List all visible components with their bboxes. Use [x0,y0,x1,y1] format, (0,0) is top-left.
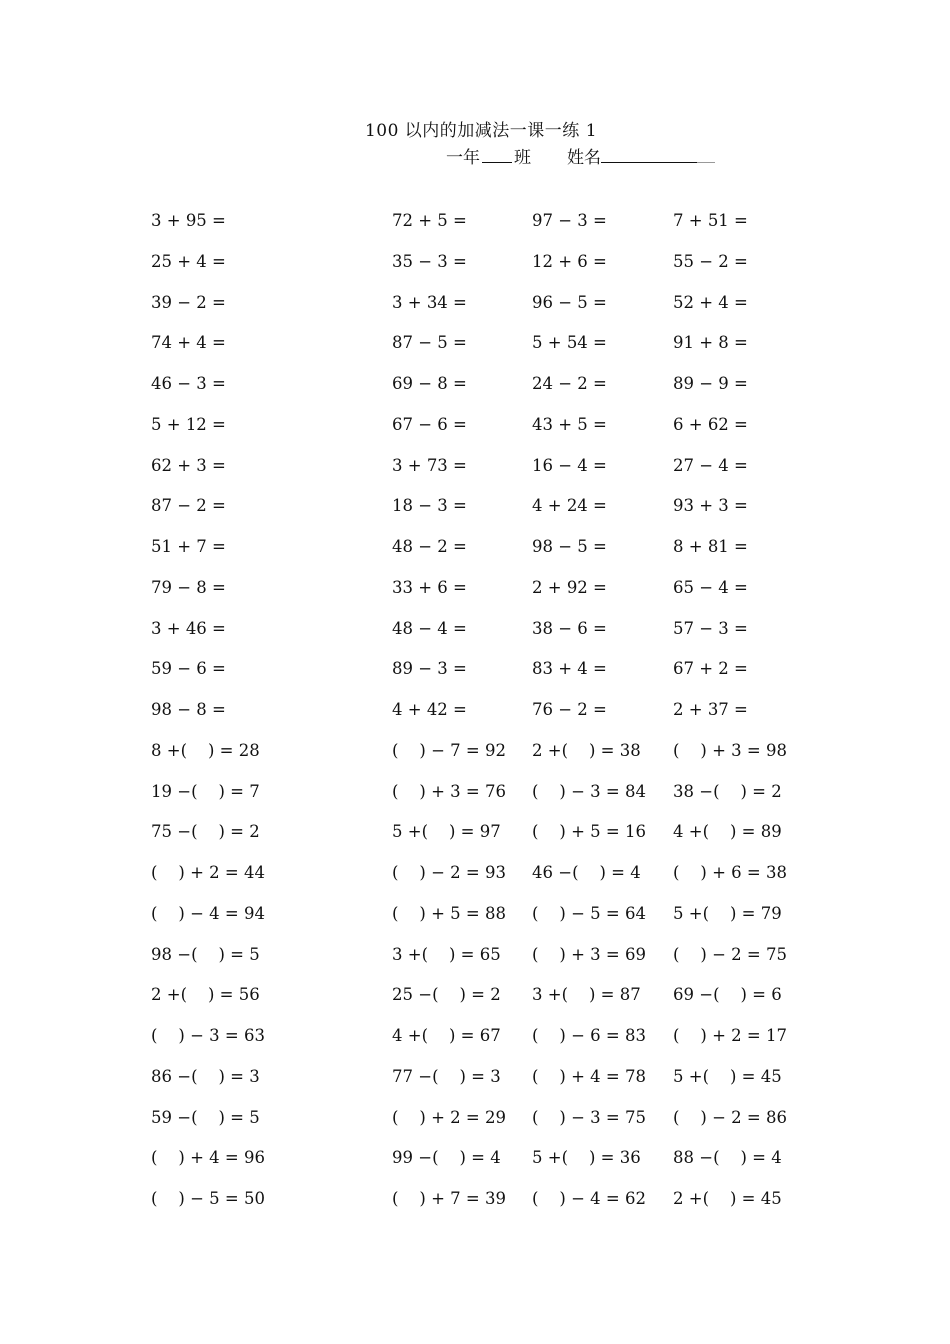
student-info-line [446,144,715,171]
problem-row [0,696,950,737]
problem-row [0,411,950,452]
math-problem: 77 −( ) = 3 [392,1066,501,1086]
math-problem: 51 + 7 = [151,537,226,556]
problem-row [0,941,950,982]
math-problem: 57 − 3 = [673,618,748,638]
math-problem: 12 + 6 = [532,251,607,271]
problem-row [0,452,950,493]
math-problem: 25 + 4 = [151,251,226,271]
math-problem: ( ) − 2 = 75 [673,944,787,964]
math-problem: ( ) − 3 = 75 [532,1107,646,1127]
math-problem: 5 +( ) = 79 [673,903,782,923]
math-problem: ( ) + 2 = 44 [151,863,265,882]
math-problem: 65 − 4 = [673,577,748,597]
math-problem: 67 + 2 = [673,659,748,679]
math-problem: 39 − 2 = [151,292,226,312]
math-problem: ( ) + 7 = 39 [392,1189,506,1208]
worksheet-title [0,118,950,144]
math-problem: ( ) − 2 = 86 [673,1107,787,1127]
worksheet-title-text: 100 以内的加减法一课一练 1 [364,121,598,141]
math-problem: ( ) + 2 = 17 [673,1026,787,1045]
math-problem: 5 +( ) = 45 [673,1066,782,1086]
math-problem: 98 − 8 = [151,700,226,719]
name-blank[interactable] [601,144,697,163]
math-problem: ( ) + 5 = 16 [532,822,646,842]
math-problem: 7 + 51 = [673,211,748,230]
problem-row [0,737,950,778]
math-problem: 2 +( ) = 45 [673,1189,782,1208]
problem-row [0,818,950,859]
math-problem: 87 − 5 = [392,333,467,353]
math-problem: ( ) − 6 = 83 [532,1026,646,1045]
problem-row [0,615,950,656]
math-problem: 5 +( ) = 36 [532,1148,641,1168]
math-problem: 75 −( ) = 2 [151,822,260,842]
math-problem: 97 − 3 = [532,211,607,230]
problem-row [0,655,950,696]
math-problem: 46 − 3 = [151,374,226,393]
math-problem: 4 + 42 = [392,700,467,719]
math-problem: ( ) + 3 = 76 [392,781,506,801]
math-problem: 3 + 34 = [392,292,467,312]
math-problem: 3 + 95 = [151,211,226,230]
math-problem: ( ) + 4 = 78 [532,1066,646,1086]
math-problem: 86 −( ) = 3 [151,1066,260,1086]
math-problem: 8 +( ) = 28 [151,740,260,760]
math-problem: 76 − 2 = [532,700,607,719]
math-problem: 2 +( ) = 38 [532,740,641,760]
math-problem: ( ) − 4 = 94 [151,903,265,923]
math-problem: 25 −( ) = 2 [392,985,501,1005]
math-problem: 3 +( ) = 87 [532,985,641,1005]
problem-row [0,289,950,330]
math-problem: ( ) + 2 = 29 [392,1107,506,1127]
problem-row [0,1185,950,1226]
math-problem: 83 + 4 = [532,659,607,679]
math-problem: 35 − 3 = [392,251,467,271]
class-number-blank[interactable] [482,144,512,163]
problem-row [0,1144,950,1185]
math-problem: 43 + 5 = [532,414,607,434]
math-problem: 67 − 6 = [392,414,467,434]
math-problem: ( ) − 5 = 64 [532,903,646,923]
math-problem: 89 − 3 = [392,659,467,679]
math-problem: ( ) − 7 = 92 [392,740,506,760]
math-problem: ( ) + 3 = 69 [532,944,646,964]
math-problem: ( ) + 6 = 38 [673,863,787,882]
math-problem: 48 − 2 = [392,537,467,556]
problem-row [0,1022,950,1063]
math-problem: 2 +( ) = 56 [151,985,260,1005]
math-problem: ( ) − 2 = 93 [392,863,506,882]
math-problem: 79 − 8 = [151,577,226,597]
problem-row [0,492,950,533]
math-problem: ( ) + 4 = 96 [151,1148,265,1168]
problem-row [0,1063,950,1104]
math-problem: 59 − 6 = [151,659,226,679]
math-problem: 98 − 5 = [532,537,607,556]
problem-row [0,778,950,819]
class-label: 班 [514,148,531,168]
math-problem: 27 − 4 = [673,455,748,475]
math-problem: ( ) − 3 = 63 [151,1026,265,1045]
math-problem: 59 −( ) = 5 [151,1107,260,1127]
math-problem: ( ) − 5 = 50 [151,1189,265,1208]
name-blank-tail [697,144,715,163]
math-problem: 6 + 62 = [673,414,748,434]
math-problem: 99 −( ) = 4 [392,1148,501,1168]
math-problem: 16 − 4 = [532,455,607,475]
problem-row [0,574,950,615]
math-problem: ( ) + 5 = 88 [392,903,506,923]
math-problem: 5 + 54 = [532,333,607,353]
math-problem: 52 + 4 = [673,292,748,312]
math-problem: 38 − 6 = [532,618,607,638]
math-problem: 93 + 3 = [673,496,748,516]
problem-row [0,248,950,289]
problem-row [0,981,950,1022]
math-problem: ( ) − 3 = 84 [532,781,646,801]
math-problem: ( ) − 4 = 62 [532,1189,646,1208]
math-problem: 98 −( ) = 5 [151,944,260,964]
math-problem: 87 − 2 = [151,496,226,516]
math-problem: 4 + 24 = [532,496,607,516]
math-problem: 33 + 6 = [392,577,467,597]
problem-row [0,900,950,941]
math-problem: 69 −( ) = 6 [673,985,782,1005]
math-problem: 3 +( ) = 65 [392,944,501,964]
math-problem: 89 − 9 = [673,374,748,393]
math-problem: 72 + 5 = [392,211,467,230]
math-problem: 24 − 2 = [532,374,607,393]
math-problem: 91 + 8 = [673,333,748,353]
problem-row [0,370,950,411]
math-problem: 18 − 3 = [392,496,467,516]
problem-row [0,859,950,900]
name-label: 姓名 [567,148,601,168]
math-problem: 5 + 12 = [151,414,226,434]
problem-row [0,207,950,248]
math-problem: 38 −( ) = 2 [673,781,782,801]
math-problem: ( ) + 3 = 98 [673,740,787,760]
math-problem: 55 − 2 = [673,251,748,271]
math-problem: 48 − 4 = [392,618,467,638]
math-problem: 3 + 73 = [392,455,467,475]
math-problem: 74 + 4 = [151,333,226,353]
problem-row [0,533,950,574]
math-problem: 96 − 5 = [532,292,607,312]
math-problem: 3 + 46 = [151,618,226,638]
math-problem: 5 +( ) = 97 [392,822,501,842]
math-problem: 69 − 8 = [392,374,467,393]
math-problem: 62 + 3 = [151,455,226,475]
math-problem: 46 −( ) = 4 [532,863,641,882]
math-problem: 88 −( ) = 4 [673,1148,782,1168]
math-problem: 19 −( ) = 7 [151,781,260,801]
math-problem: 2 + 37 = [673,700,748,719]
problem-grid [0,207,950,1226]
math-problem: 4 +( ) = 67 [392,1026,501,1045]
math-problem: 8 + 81 = [673,537,748,556]
problem-row [0,329,950,370]
math-problem: 4 +( ) = 89 [673,822,782,842]
grade-label: 一年 [446,148,480,168]
math-problem: 2 + 92 = [532,577,607,597]
problem-row [0,1104,950,1145]
